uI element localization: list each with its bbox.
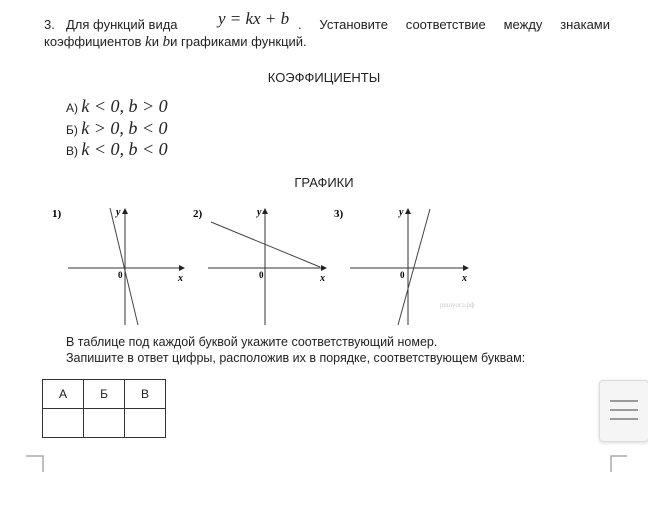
answer-cell-c[interactable] (125, 409, 166, 438)
origin-label: 0 (118, 270, 123, 280)
question-text-and: и (151, 34, 159, 49)
var-b: b (162, 34, 171, 50)
hamburger-menu-icon (600, 381, 648, 420)
graph-number: 2) (193, 208, 203, 220)
coefficient-condition: k > 0, b < 0 (81, 118, 168, 138)
coefficient-condition: k < 0, b > 0 (81, 96, 168, 116)
coefficient-condition: k < 0, b < 0 (81, 139, 168, 159)
graph-number: 1) (52, 208, 62, 220)
answer-table-input-row (43, 409, 166, 438)
function-line (110, 208, 138, 325)
answer-cell-a[interactable] (43, 409, 84, 438)
question-text-coeffs: коэффициентов (44, 34, 142, 49)
y-label: y (257, 207, 262, 218)
coefficient-item-b (66, 118, 168, 139)
corner-mark-right-icon (610, 455, 628, 473)
corner-mark-left-icon (26, 455, 44, 473)
question-text-tail: и графиками функций. (170, 34, 307, 49)
question-text-start: Для функций вида (66, 17, 178, 32)
coefficients-heading: КОЭФФИЦИЕНТЫ (267, 70, 381, 85)
answer-cell-b[interactable] (84, 409, 125, 438)
origin-label: 0 (400, 270, 405, 280)
y-label: y (116, 207, 121, 218)
x-label: x (462, 273, 467, 284)
question-text-end: . Установите соответствие между знаками (298, 17, 610, 32)
var-k: k (145, 34, 152, 50)
origin-label: 0 (259, 270, 264, 280)
question-line-2 (44, 34, 444, 52)
answer-table-header-row (43, 380, 166, 409)
function-line (398, 209, 430, 325)
coefficient-letter: Б) (66, 123, 78, 137)
graphs-heading: ГРАФИКИ (294, 175, 354, 190)
graph-2 (193, 207, 326, 325)
coefficient-letter: В) (66, 144, 78, 158)
instructions (66, 334, 525, 366)
answer-header-b: Б (84, 380, 125, 409)
menu-button[interactable] (599, 380, 648, 442)
question-line-1 (44, 9, 610, 33)
instruction-line-2: Запишите в ответ цифры, расположив их в порядке, соответствующем буквам: (66, 351, 526, 365)
x-label: x (320, 273, 325, 284)
graph-number: 3) (334, 208, 344, 220)
coefficient-letter: А) (66, 101, 78, 115)
graph-1 (52, 207, 184, 325)
answer-header-c: В (125, 380, 166, 409)
watermark: решуогэ.рф (440, 301, 475, 309)
y-label: y (399, 207, 404, 218)
coefficient-item-c (66, 139, 168, 160)
question-number: 3. (44, 17, 55, 32)
formula: y = kx + b (218, 9, 290, 28)
graphs-figure (0, 195, 648, 330)
x-label: x (178, 273, 183, 284)
answer-table (42, 379, 166, 438)
instruction-line-1: В таблице под каждой буквой укажите соответствующий номер. (66, 335, 438, 349)
coefficient-item-a (66, 96, 168, 117)
answer-header-a: А (43, 380, 84, 409)
